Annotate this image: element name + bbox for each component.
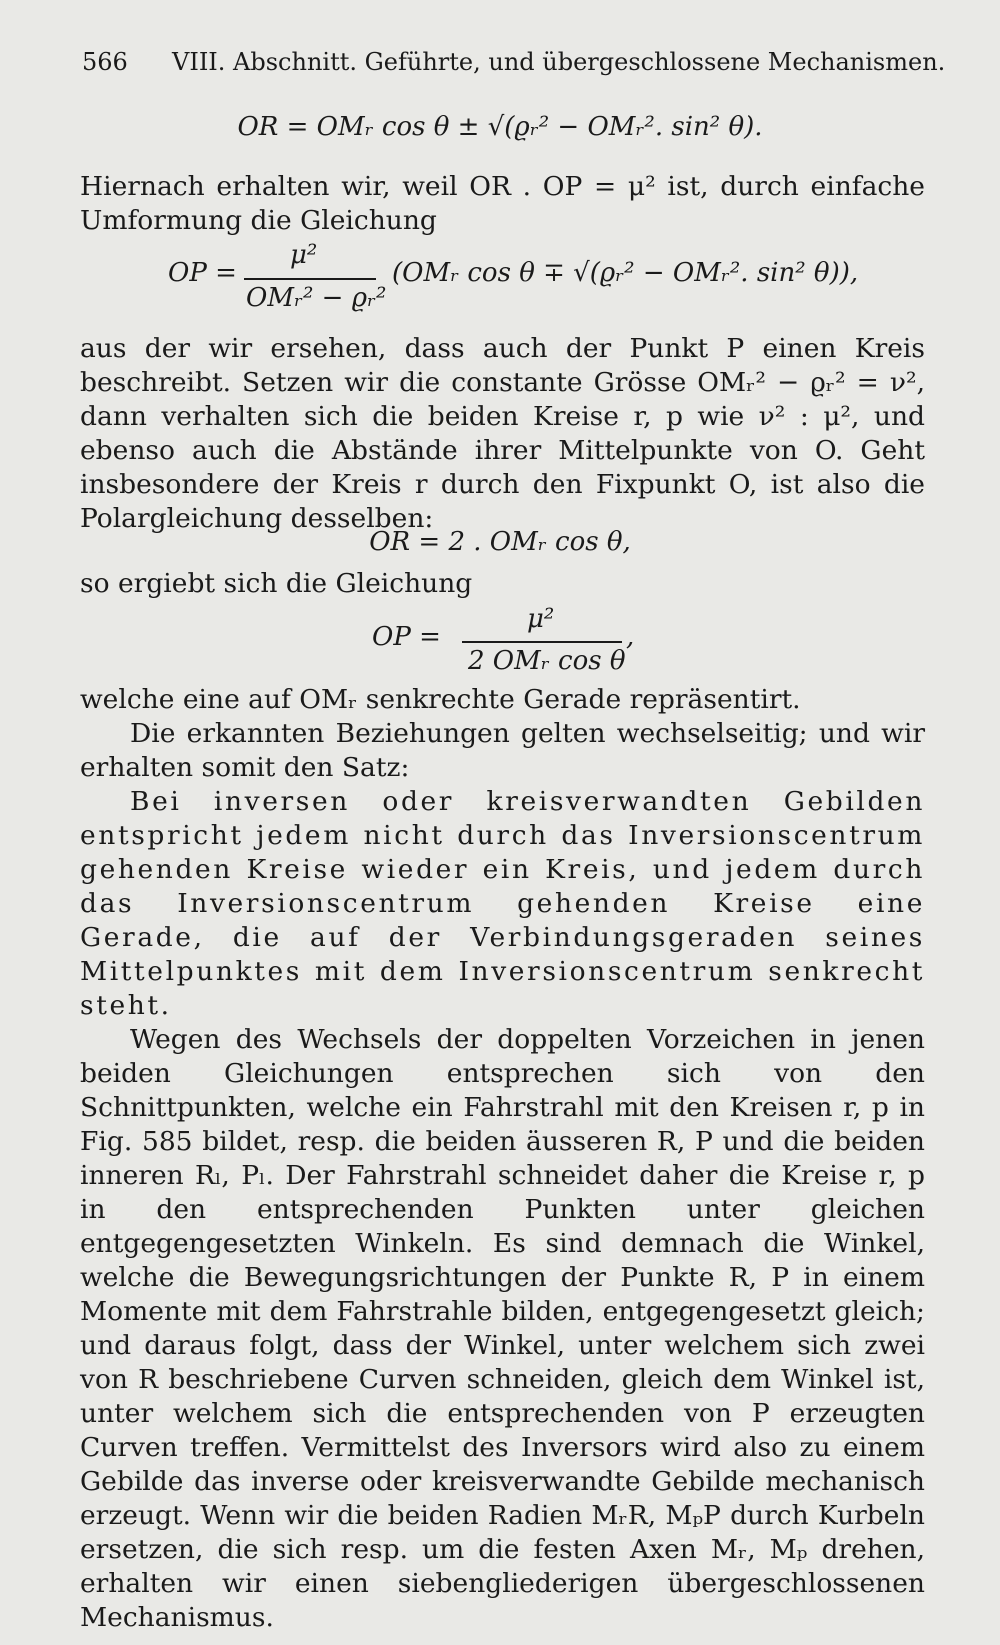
running-header <box>82 48 945 76</box>
equation-op2-tail: , <box>626 622 635 652</box>
running-title: VIII. Abschnitt. Geführte, und übergeschlossene Mechanismen. <box>172 48 946 76</box>
paragraph-4 <box>80 683 925 1635</box>
equation-op-denominator: OMᵣ² − ϱᵣ² <box>246 283 387 313</box>
equation-op2-denominator: 2 OMᵣ cos θ <box>468 646 626 676</box>
paragraph-text: Wegen des Wechsels der doppelten Vorzeichen in jenen beiden Gleichungen entsprechen sich von den Schnittpunkten, welche ein Fahrstrahl mit den Kreisen r, p in Fig. 585 bildet, resp. die beiden äusseren R, P und die beiden inneren Rₗ, Pₗ. Der Fahrstrahl schneidet daher die Kreise r, p in den entsprechenden Punkten unter gleichen entgegengesetzten Winkeln. Es sind demnach die Winkel, welche die Bewegungsrichtungen der Punkte R, P in einem Momente mit dem Fahrstrahle bilden, entgegengesetzt gleich; und daraus folgt, dass der Winkel, unter welchem sich zwei von R beschriebene Curven schneiden, gleich dem Winkel ist, unter welchem sich die entsprechenden von P erzeugten Curven treffen. Vermittelst des Inversors wird also zu einem Gebilde das inverse oder kreisverwandte Gebilde mechanisch erzeugt. Wenn wir die beiden Radien MᵣR, MₚP durch Kurbeln ersetzen, die sich resp. um die festen Axen Mᵣ, Mₚ drehen, erhalten wir einen siebengliederigen übergeschlossenen Mechanismus. <box>80 1024 925 1633</box>
paragraph-text: so ergiebt sich die Gleichung <box>80 568 473 599</box>
fraction-bar <box>244 278 376 280</box>
paragraph-text: welche eine auf OMᵣ senkrechte Gerade repräsentirt. <box>80 684 801 715</box>
paragraph-text: Hiernach erhalten wir, weil OR . OP = μ² ist, durch einfache Umformung die Gleichung <box>80 171 925 236</box>
theorem-text: Bei inversen oder kreisverwandten Gebilden entspricht jedem nicht durch das Inversionscentrum gehenden Kreise wieder ein Kreis, und jedem durch das Inversionscentrum gehenden Kreise eine Gerade, die auf der Verbindungsgeraden seines Mittelpunktes mit dem Inversionscentrum senkrecht steht. <box>80 786 925 1021</box>
paragraph-2 <box>80 332 925 536</box>
page-number: 566 <box>82 48 128 76</box>
equation-or-polar: OR = 2 . OMᵣ cos θ, <box>369 527 631 557</box>
equation-op2-lhs: OP = <box>372 622 441 652</box>
fraction-bar <box>462 641 622 643</box>
paragraph-3 <box>80 567 925 601</box>
equation-op-rhs: (OMᵣ cos θ ∓ √(ϱᵣ² − OMᵣ². sin² θ)), <box>392 258 859 288</box>
paragraph-1 <box>80 170 925 238</box>
equation-op2-numerator: μ² <box>527 604 555 634</box>
equation-or: OR = OMᵣ cos θ ± √(ϱᵣ² − OMᵣ². sin² θ). <box>237 112 763 142</box>
paragraph-text: Die erkannten Beziehungen gelten wechselseitig; und wir erhalten somit den Satz: <box>80 718 925 783</box>
equation-op-numerator: μ² <box>290 240 318 270</box>
paragraph-text: aus der wir ersehen, dass auch der Punkt P einen Kreis beschreibt. Setzen wir die constante Grösse OMᵣ² − ϱᵣ² = ν², dann verhalten sich die beiden Kreise r, p wie ν² : μ², und ebenso auch die Abstände ihrer Mittelpunkte von O. Geht insbesondere der Kreis r durch den Fixpunkt O, ist also die Polargleichung desselben: <box>80 333 925 534</box>
equation-op-lhs: OP = <box>168 258 237 288</box>
